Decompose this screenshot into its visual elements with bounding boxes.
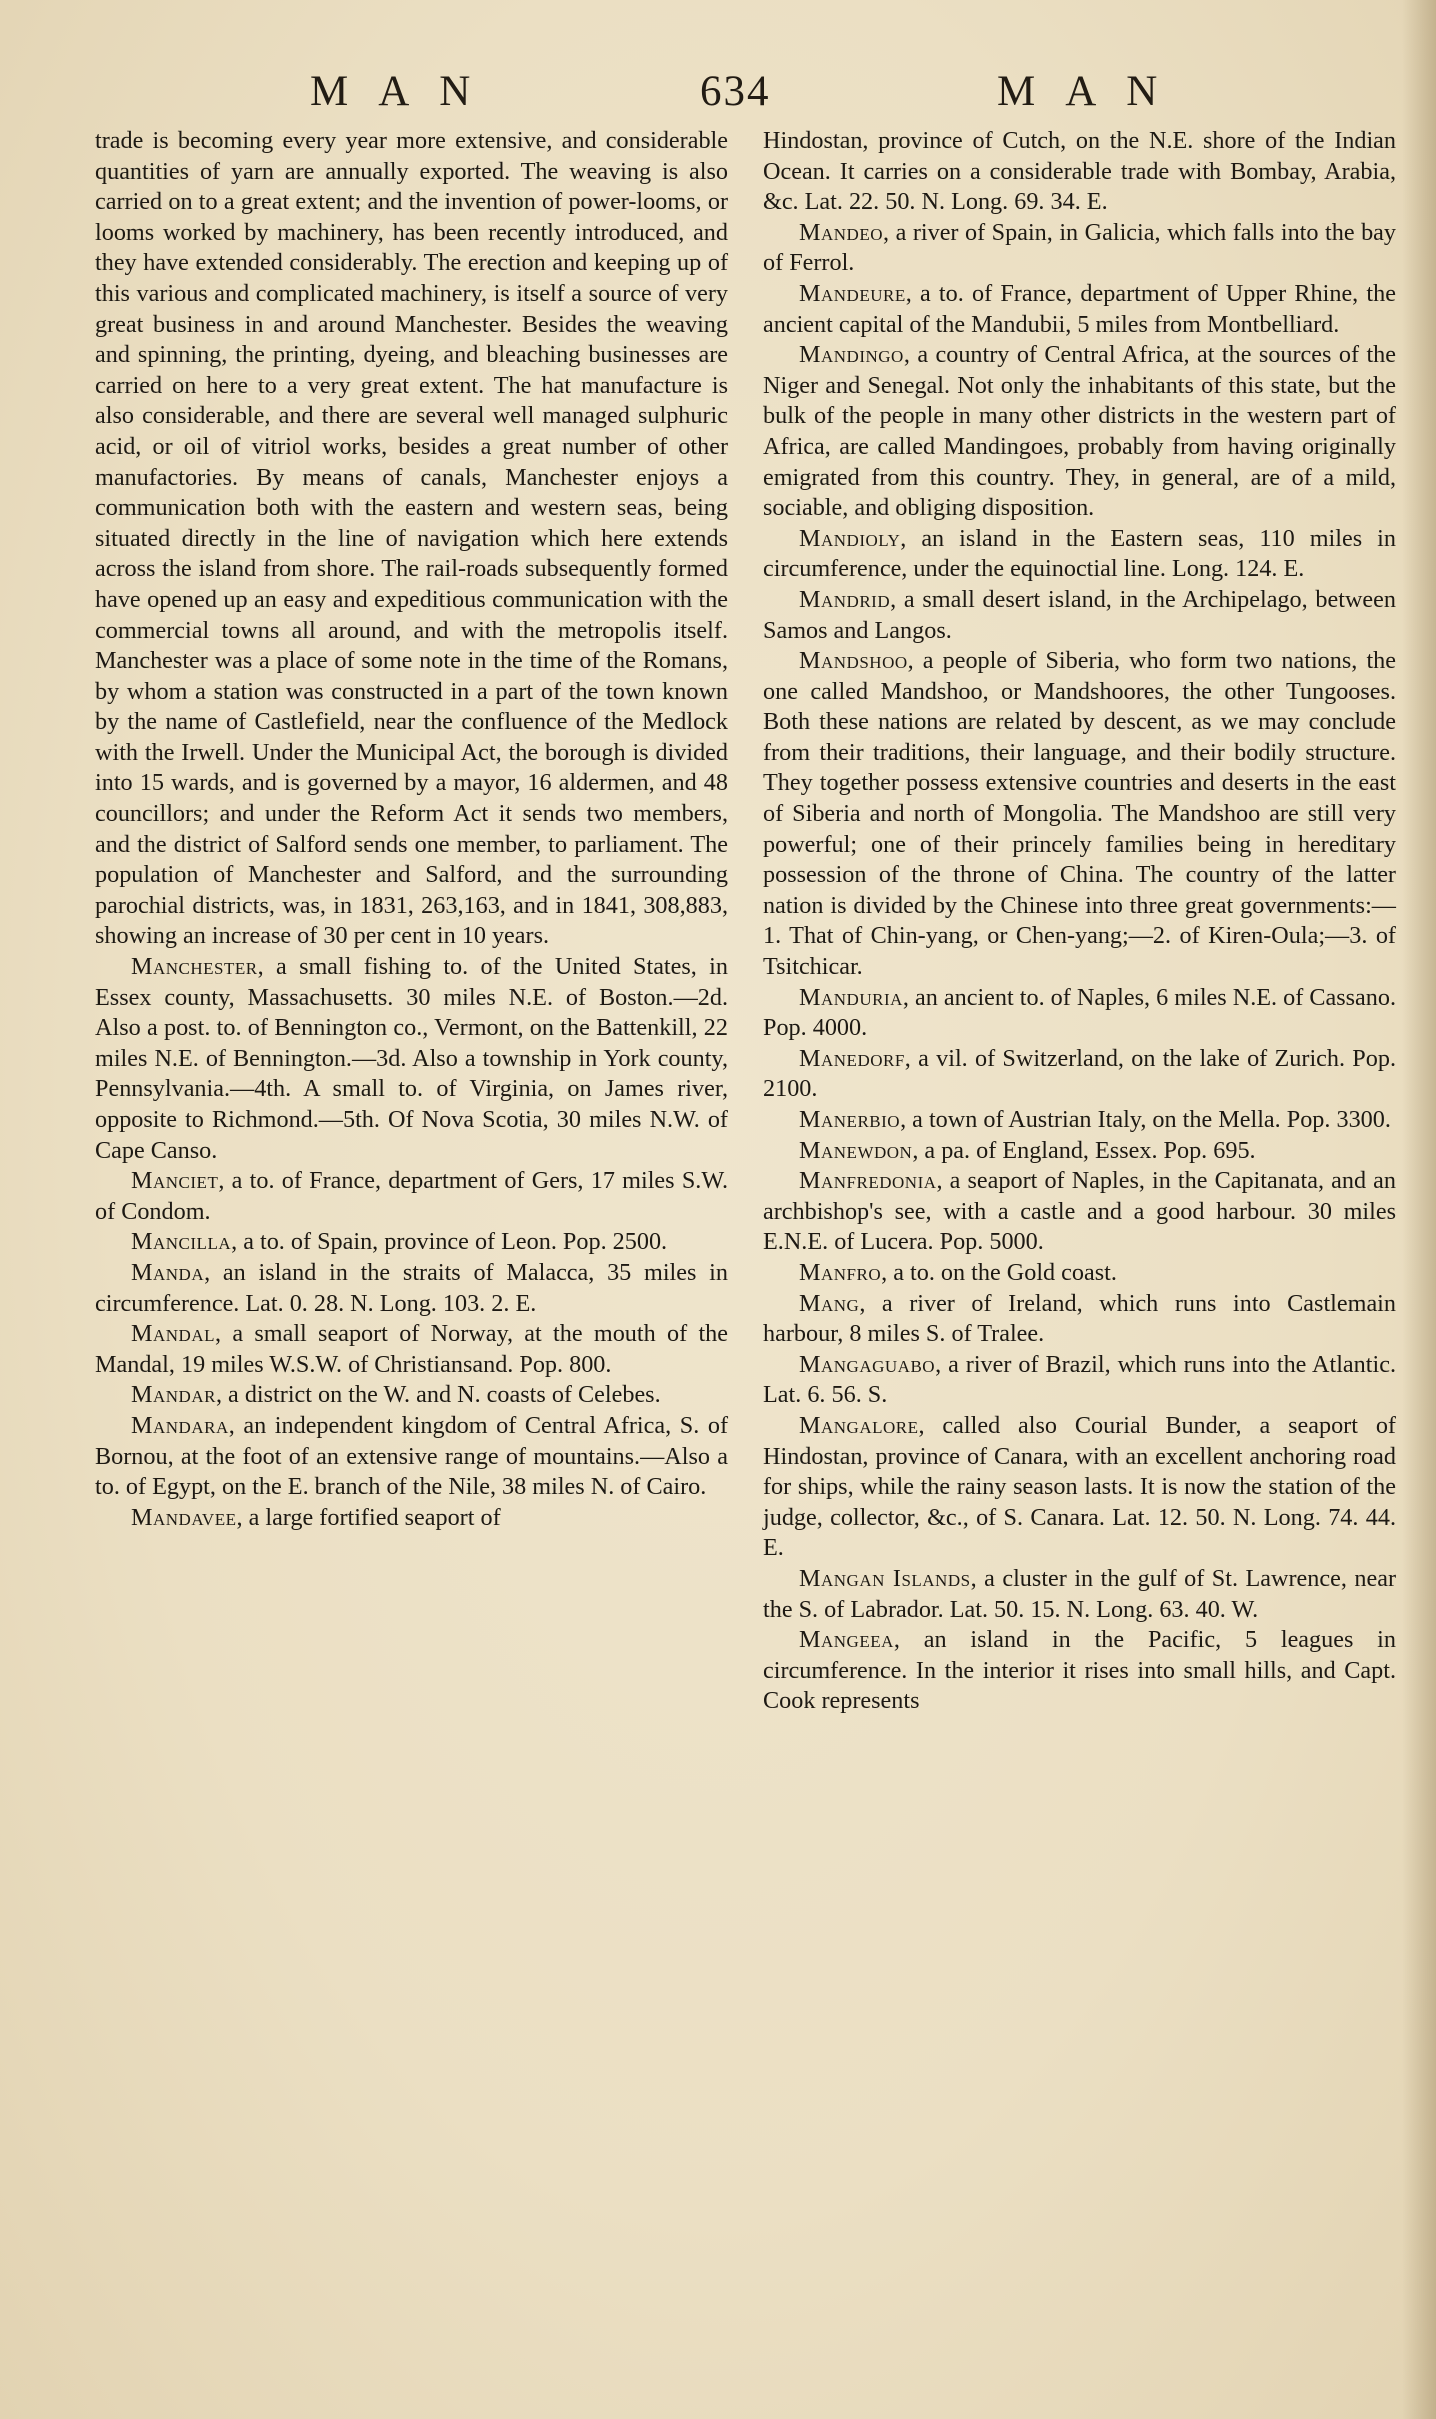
gazetteer-entry bbox=[763, 1411, 1396, 1564]
entry-headword: Mangaguabo bbox=[799, 1350, 936, 1378]
entry-headword: Mangalore bbox=[799, 1411, 919, 1439]
entry-headword: Mandavee bbox=[131, 1503, 237, 1531]
header-right-word: MAN bbox=[997, 68, 1188, 115]
entry-text: , a large fortified seaport of bbox=[236, 1503, 501, 1531]
entry-text: , a to. of France, department of Upper Rhine, the ancient capital of the Mandubii, 5 miles from Montbelliard. bbox=[763, 279, 1396, 338]
gazetteer-entry bbox=[763, 1044, 1396, 1105]
gazetteer-entry bbox=[763, 1289, 1396, 1350]
entry-text: , a district on the W. and N. coasts of Celebes. bbox=[215, 1381, 661, 1409]
entry-text: , a small fishing to. of the United States, in Essex county, Massachusetts. 30 miles N.E. of Boston.—2d. Also a post. to. of Bennington co., Vermont, on the Battenkill, 22 miles N.E. of Bennington.—3d. Also a township in York county, Pennsylvania.—4th. A small to. of Virginia, on James river, opposite to Richmond.—5th. Of Nova Scotia, 30 miles N.W. of Cape Canso. bbox=[95, 953, 728, 1164]
entry-headword: Mandara bbox=[131, 1411, 229, 1439]
entry-text: , an independent kingdom of Central Africa, S. of Bornou, at the foot of an extensive range of mountains.—Also a to. of Egypt, on the E. branch of the Nile, 38 miles N. of Cairo. bbox=[95, 1411, 728, 1501]
continued-entry-text: trade is becoming every year more extensive, and considerable quantities of yarn are annually exported. The weaving is also carried on to a great extent; and the invention of power-looms, or looms worked by machinery, has been recently introduced, and they have extended considerably. The erection and keeping up of this various and complicated machinery, is itself a source of very great business in and around Manchester. Besides the weaving and spinning, the printing, dyeing, and bleaching businesses are carried on here to a very great extent. The hat manufacture is also considerable, and there are several well managed sulphuric acid, or oil of vitriol works, besides a great number of other manufactories. By means of canals, Manchester enjoys a communication both with the eastern and western seas, being situated directly in the line of navigation which here extends across the island from shore. The rail-roads subsequently formed have opened up an easy and expeditious communication with the commercial towns all around, and with the metropolis itself. Manchester was a place of some note in the time of the Romans, by whom a station was constructed in a part of the town known by the name of Castlefield, near the confluence of the Medlock with the Irwell. Under the Municipal Act, the borough is divided into 15 wards, and is governed by a mayor, 16 aldermen, and 48 councillors; and under the Reform Act it sends two members, and the district of Salford sends one member, to parliament. The population of Manchester and Salford, and the surrounding parochial districts, was, in 1831, 263,163, and in 1841, 308,883, showing an increase of 30 per cent in 10 years. bbox=[95, 127, 728, 950]
gazetteer-entry bbox=[763, 218, 1396, 279]
gazetteer-entry bbox=[763, 983, 1396, 1044]
entry-headword: Manfro bbox=[799, 1258, 882, 1286]
page-number: 634 bbox=[700, 68, 771, 115]
entry-headword: Mandioly bbox=[799, 524, 901, 552]
gazetteer-entry bbox=[763, 524, 1396, 585]
entry-text: , a country of Central Africa, at the sources of the Niger and Senegal. Not only the inhabitants of this state, but the bulk of the people in many other districts in the western part of Africa, are called Mandingoes, probably from having originally emigrated from this country. They, in general, are of a mild, sociable, and obliging disposition. bbox=[763, 341, 1396, 522]
page-edge-shadow bbox=[1402, 0, 1436, 2419]
continued-entry-text: Hindostan, province of Cutch, on the N.E. shore of the Indian Ocean. It carries on a considerable trade with Bombay, Arabia, &c. Lat. 22. 50. N. Long. 69. 34. E. bbox=[763, 127, 1396, 216]
left-column bbox=[95, 126, 728, 1533]
entry-headword: Manduria bbox=[799, 983, 903, 1011]
left-entry-list bbox=[95, 952, 728, 1533]
entry-text: , a river of Brazil, which runs into the Atlantic. Lat. 6. 56. S. bbox=[763, 1350, 1396, 1409]
entry-headword: Manedorf bbox=[799, 1044, 905, 1072]
gazetteer-entry bbox=[763, 1350, 1396, 1411]
entry-headword: Mandeure bbox=[799, 279, 906, 307]
entry-text: , an island in the Pacific, 5 leagues in circumference. In the interior it rises into small hills, and Capt. Cook represents bbox=[763, 1626, 1396, 1715]
gazetteer-entry bbox=[763, 1564, 1396, 1625]
gazetteer-entry bbox=[95, 952, 728, 1166]
entry-headword: Mandrid bbox=[799, 585, 891, 613]
gazetteer-entry bbox=[763, 646, 1396, 983]
entry-headword: Mandeo bbox=[799, 218, 883, 246]
gazetteer-entry bbox=[95, 1227, 728, 1258]
gazetteer-entry bbox=[763, 340, 1396, 524]
entry-text: , a pa. of England, Essex. Pop. 695. bbox=[912, 1136, 1256, 1164]
entry-text: , a people of Siberia, who form two nations, the one called Mandshoo, or Mandshoores, the other Tungooses. Both these nations are related by descent, as we may conclude from their traditions, their language, and their bodily structure. They together possess extensive countries and deserts in the east of Siberia and north of Mongolia. The Mandshoo are still very powerful; one of their princely families being in hereditary possession of the throne of China. The country of the latter nation is divided by the Chinese into three great governments:—1. That of Chin-yang, or Chen-yang;—2. of Kiren-Oula;—3. of Tsitchicar. bbox=[763, 647, 1396, 981]
entry-headword: Mandar bbox=[131, 1381, 216, 1409]
entry-text: , a town of Austrian Italy, on the Mella. Pop. 3300. bbox=[900, 1106, 1391, 1133]
entry-text: , a seaport of Naples, in the Capitanata, and an archbishop's see, with a castle and a good harbour. 30 miles E.N.E. of Lucera. Pop. 5000. bbox=[763, 1167, 1396, 1256]
entry-headword: Manfredonia bbox=[799, 1167, 937, 1195]
entry-text: , a small desert island, in the Archipelago, between Samos and Langos. bbox=[763, 585, 1396, 644]
entry-text: , a vil. of Switzerland, on the lake of Zurich. Pop. 2100. bbox=[763, 1044, 1396, 1103]
entry-text: , an island in the straits of Malacca, 35 miles in circumference. Lat. 0. 28. N. Long. 103. 2. E. bbox=[95, 1258, 728, 1317]
entry-text: , a to. of France, department of Gers, 17 miles S.W. of Condom. bbox=[95, 1167, 728, 1225]
gazetteer-entry bbox=[95, 1258, 728, 1319]
gazetteer-entry bbox=[763, 585, 1396, 646]
right-column bbox=[763, 126, 1396, 1717]
entry-headword: Mangan Islands bbox=[799, 1564, 971, 1592]
gazetteer-entry bbox=[95, 1411, 728, 1503]
entry-text: , an ancient to. of Naples, 6 miles N.E. of Cassano. Pop. 4000. bbox=[763, 983, 1396, 1042]
entry-text: , called also Courial Bunder, a seaport of Hindostan, province of Canara, with an excellent anchoring road for ships, while the rainy season lasts. It is now the station of the judge, collector, &c., of S. Canara. Lat. 12. 50. N. Long. 74. 44. E. bbox=[763, 1411, 1396, 1562]
entry-text: , a small seaport of Norway, at the mouth of the Mandal, 19 miles W.S.W. of Christiansand. Pop. 800. bbox=[95, 1320, 728, 1378]
entry-headword: Manerbio bbox=[799, 1106, 901, 1133]
entry-text: , a to. of Spain, province of Leon. Pop. 2500. bbox=[231, 1228, 668, 1256]
entry-headword: Mandshoo bbox=[799, 647, 908, 675]
running-header bbox=[0, 62, 1436, 122]
entry-headword: Mangeea bbox=[799, 1626, 894, 1654]
gazetteer-entry bbox=[763, 1105, 1396, 1136]
gazetteer-entry bbox=[763, 1136, 1396, 1167]
entry-text: , a river of Ireland, which runs into Castlemain harbour, 8 miles S. of Tralee. bbox=[763, 1289, 1396, 1348]
header-left-word: MAN bbox=[310, 68, 501, 115]
gazetteer-entry bbox=[763, 1625, 1396, 1717]
entry-headword: Manewdon bbox=[799, 1136, 913, 1164]
gazetteer-entry bbox=[95, 1503, 728, 1534]
gazetteer-entry bbox=[763, 1258, 1396, 1289]
entry-headword: Manchester bbox=[131, 953, 258, 981]
entry-headword: Mandingo bbox=[799, 341, 904, 369]
gazetteer-entry bbox=[95, 1166, 728, 1227]
entry-text: , a to. on the Gold coast. bbox=[881, 1258, 1117, 1286]
entry-headword: Mancilla bbox=[131, 1228, 232, 1256]
right-entry-list bbox=[763, 218, 1396, 1717]
entry-text: , a cluster in the gulf of St. Lawrence, near the S. of Labrador. Lat. 50. 15. N. Long. 63. 40. W. bbox=[763, 1564, 1396, 1623]
entry-headword: Mang bbox=[799, 1289, 860, 1317]
gazetteer-entry bbox=[763, 279, 1396, 340]
entry-headword: Mandal bbox=[131, 1320, 215, 1348]
gazetteer-entry bbox=[95, 1380, 728, 1411]
entry-text: , an island in the Eastern seas, 110 miles in circumference, under the equinoctial line. Long. 124. E. bbox=[763, 524, 1396, 583]
gazetteer-entry bbox=[95, 1319, 728, 1380]
entry-headword: Manda bbox=[131, 1258, 205, 1286]
entry-headword: Manciet bbox=[131, 1167, 219, 1195]
entry-text: , a river of Spain, in Galicia, which falls into the bay of Ferrol. bbox=[763, 218, 1396, 277]
gazetteer-entry bbox=[763, 1166, 1396, 1258]
